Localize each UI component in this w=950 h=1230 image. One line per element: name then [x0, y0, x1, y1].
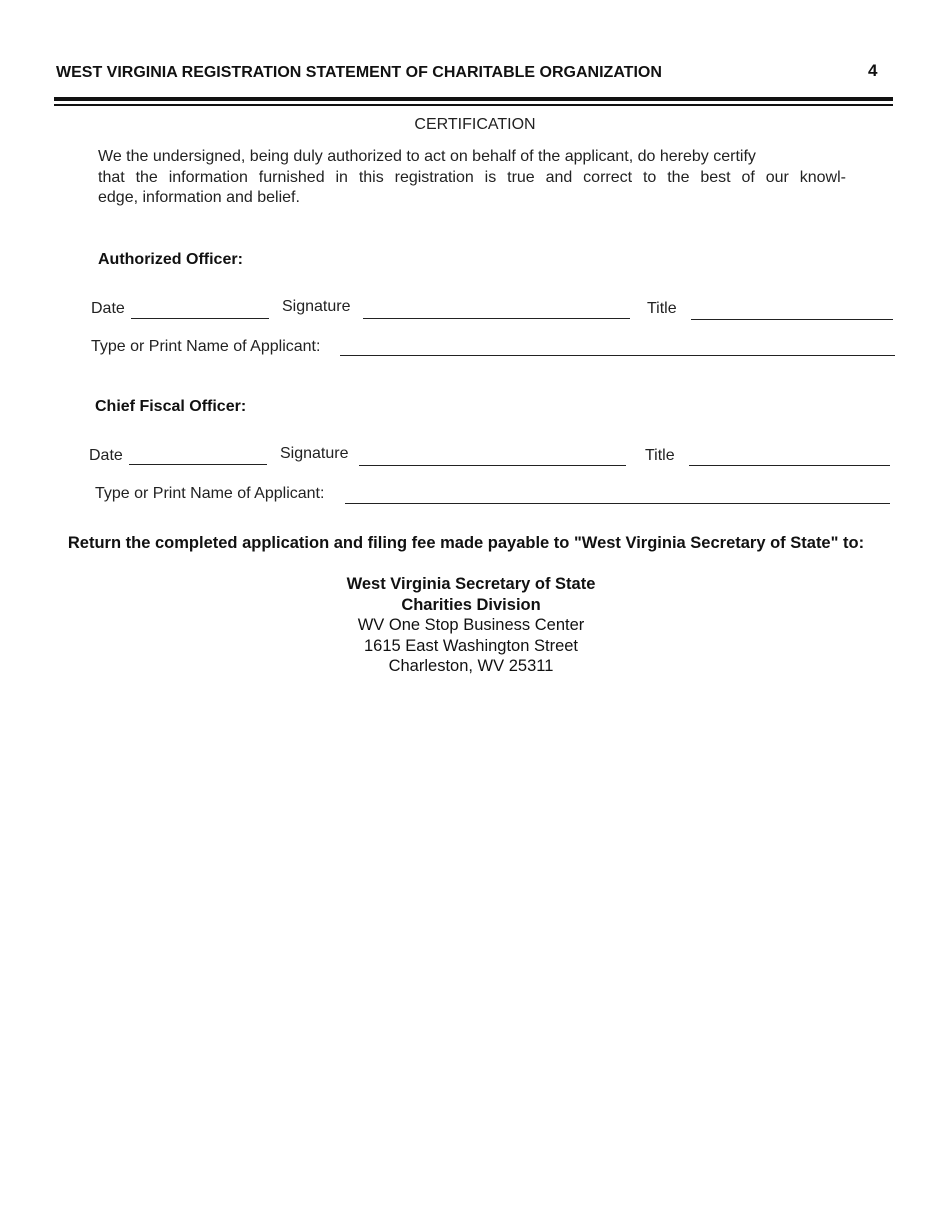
authorized-name-label: Type or Print Name of Applicant: [91, 338, 321, 355]
fiscal-title-field[interactable] [689, 465, 890, 466]
authorized-signature-label: Signature [282, 298, 351, 315]
certification-line-3: edge, information and belief. [98, 189, 300, 206]
authorized-date-label: Date [91, 300, 125, 317]
address-division: Charities Division [401, 595, 541, 614]
authorized-name-field[interactable] [340, 355, 895, 356]
certification-statement [98, 147, 846, 209]
page-number: 4 [868, 61, 878, 80]
fiscal-date-field[interactable] [129, 464, 267, 465]
chief-fiscal-officer-heading: Chief Fiscal Officer: [95, 398, 247, 415]
fiscal-name-label: Type or Print Name of Applicant: [95, 485, 325, 502]
authorized-date-field[interactable] [131, 318, 269, 319]
fiscal-date-label: Date [89, 447, 123, 464]
authorized-title-field[interactable] [691, 319, 893, 320]
mailing-address [0, 574, 942, 677]
header-rule-thin [54, 104, 893, 106]
address-agency: West Virginia Secretary of State [346, 575, 596, 593]
fiscal-signature-label: Signature [280, 445, 349, 462]
certification-heading: CERTIFICATION [414, 116, 536, 133]
authorized-title-label: Title [647, 300, 677, 317]
authorized-officer-heading: Authorized Officer: [98, 251, 243, 268]
certification-line-2: that the information furnished in this registration is true and correct to the best of our knowl- [98, 168, 846, 186]
return-instructions: Return the completed application and filing fee made payable to "West Virginia Secretary of State" to: [67, 534, 865, 552]
header-rule-thick [54, 97, 893, 101]
address-building: WV One Stop Business Center [357, 616, 585, 634]
address-city-state-zip: Charleston, WV 25311 [388, 657, 554, 675]
form-title: WEST VIRGINIA REGISTRATION STATEMENT OF CHARITABLE ORGANIZATION [56, 64, 662, 81]
fiscal-title-label: Title [645, 447, 675, 464]
certification-line-1: We the undersigned, being duly authorized to act on behalf of the applicant, do hereby certify [98, 148, 756, 165]
authorized-signature-field[interactable] [363, 318, 630, 319]
address-street: 1615 East Washington Street [363, 636, 579, 655]
fiscal-name-field[interactable] [345, 503, 890, 504]
fiscal-signature-field[interactable] [359, 465, 626, 466]
